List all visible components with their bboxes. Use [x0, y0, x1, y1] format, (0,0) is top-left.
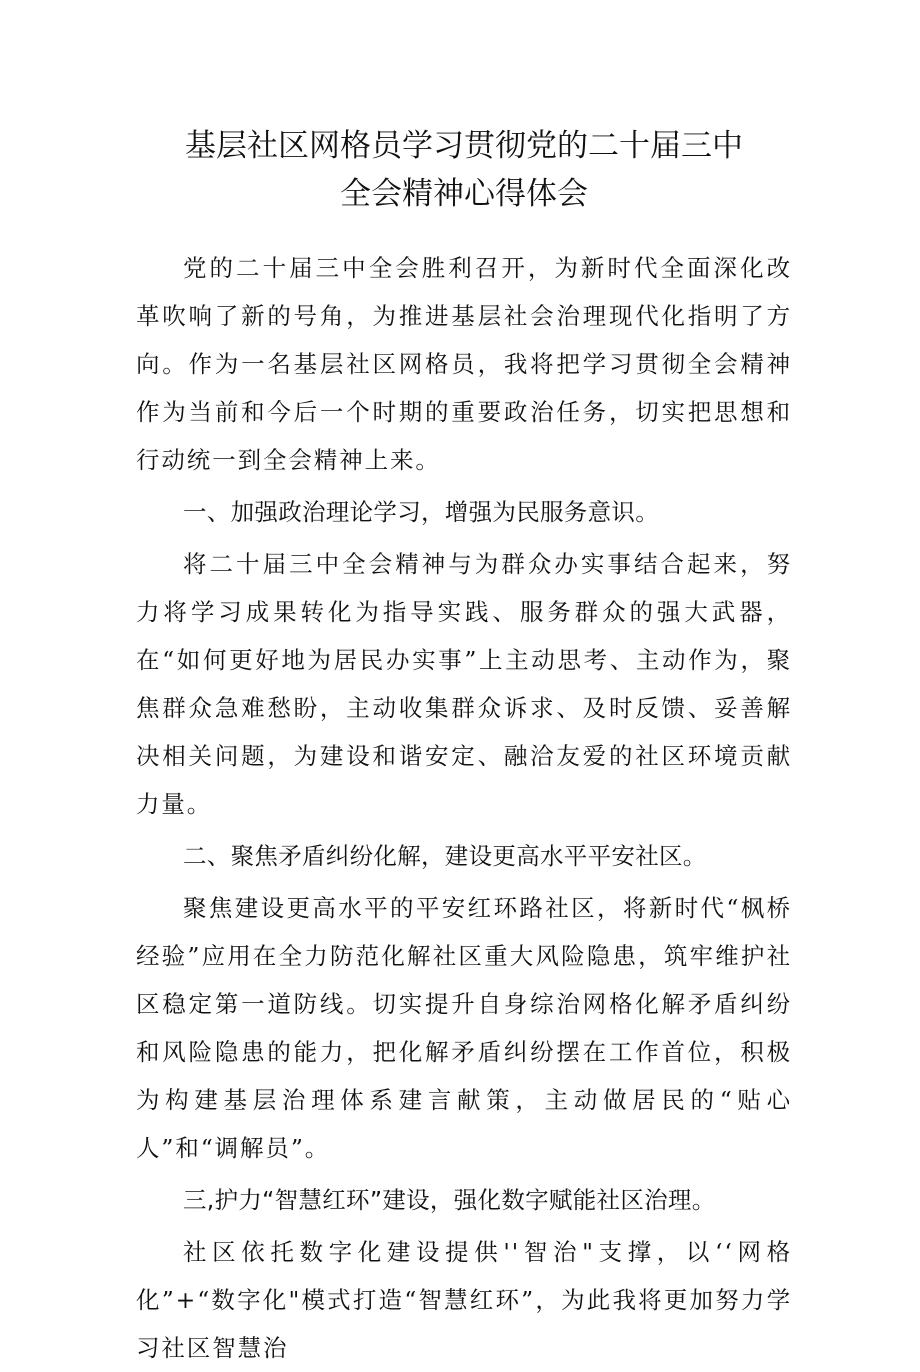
section-3-heading: 三,护力“智慧红环”建设，强化数字赋能社区治理。	[183, 1186, 716, 1214]
intro-paragraph: 党的二十届三中全会胜利召开，为新时代全面深化改革吹响了新的号角，为推进基层社会治理现代化指明了方向。作为一名基层社区网格员，我将把学习贯彻全会精神作为当前和今后一个时期的重要政治任务，切实把思想和行动统一到全会精神上来。	[136, 254, 792, 474]
title-line-1: 基层社区网格员学习贯彻党的二十届三中	[185, 128, 743, 164]
section-3-body: 社区依托数字化建设提供''智治"支撑，以‘‘网格化”+“数字化"模式打造“智慧红环”，为此我将更加努力学习社区智慧治	[136, 1238, 792, 1362]
document-title	[136, 122, 792, 218]
section-2-body: 聚焦建设更高水平的平安红环路社区，将新时代“枫桥经验”应用在全力防范化解社区重大风险隐患，筑牢维护社区稳定第一道防线。切实提升自身综治网格化解矛盾纠纷和风险隐患的能力，把化解矛盾纠纷摆在工作首位，积极为构建基层治理体系建言献策，主动做居民的“贴心人”和“调解员”。	[136, 894, 792, 1162]
title-line-2: 全会精神心得体会	[340, 176, 588, 212]
section-2-heading: 二、聚焦矛盾纠纷化解，建设更高水平平安社区。	[183, 842, 707, 870]
section-1-heading: 一、加强政治理论学习，增强为民服务意识。	[183, 498, 659, 526]
section-1-body: 将二十届三中全会精神与为群众办实事结合起来，努力将学习成果转化为指导实践、服务群众的强大武器，在“如何更好地为居民办实事”上主动思考、主动作为，聚焦群众急难愁盼，主动收集群众诉求、及时反馈、妥善解决相关问题，为建设和谐安定、融洽友爱的社区环境贡献力量。	[136, 550, 792, 818]
